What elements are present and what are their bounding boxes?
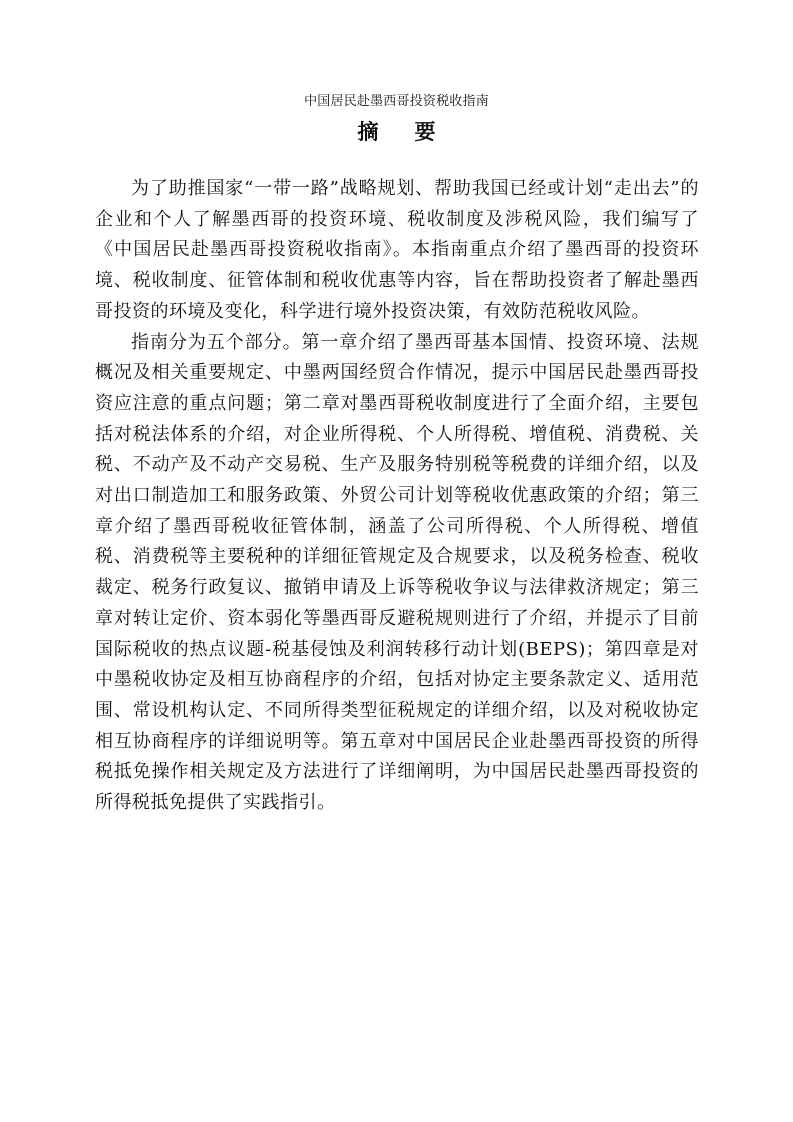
paragraph-2: 指南分为五个部分。第一章介绍了墨西哥基本国情、投资环境、法规概况及相关重要规定、中墨两国经贸合作情况，提示中国居民赴墨西哥投资应注意的重点问题；第二章对墨西哥税收制度进行了全面介绍，主要包括对税法体系的介绍，对企业所得税、个人所得税、增值税、消费税、关税、不动产及不动产交易税、生产及服务特别税等税费的详细介绍，以及对出口制造加工和服务政策、外贸公司计划等税收优惠政策的介绍；第三章介绍了墨西哥税收征管体制，涵盖了公司所得税、个人所得税、增值税、消费税等主要税种的详细征管规定及合规要求，以及税务检查、税收裁定、税务行政复议、撤销申请及上诉等税收争议与法律救济规定；第三章对转让定价、资本弱化等墨西哥反避税规则进行了介绍，并提示了目前国际税收的热点议题-税基侵蚀及利润转移行动计划(BEPS)；第四章是对中墨税收协定及相互协商程序的介绍，包括对协定主要条款定义、适用范围、常设机构认定、不同所得类型征税规定的详细介绍，以及对税收协定相互协商程序的详细说明等。第五章对中国居民企业赴墨西哥投资的所得税抵免操作相关规定及方法进行了详细阐明，为中国居民赴墨西哥投资的所得税抵免提供了实践指引。 — [95, 331, 699, 814]
abstract-body — [95, 174, 699, 819]
page-title — [0, 118, 793, 146]
paragraph-1: 为了助推国家“一带一路”战略规划、帮助我国已经或计划“走出去”的企业和个人了解墨西哥的投资环境、税收制度及涉税风险，我们编写了《中国居民赴墨西哥投资税收指南》。本指南重点介绍了墨西哥的投资环境、税收制度、征管体制和税收优惠等内容，旨在帮助投资者了解赴墨西哥投资的环境及变化，科学进行境外投资决策，有效防范税收风险。 — [95, 178, 699, 322]
title-char-2: 要 — [414, 120, 436, 144]
title-char-1: 摘 — [357, 120, 379, 144]
running-header: 中国居民赴墨西哥投资税收指南 — [304, 94, 489, 109]
